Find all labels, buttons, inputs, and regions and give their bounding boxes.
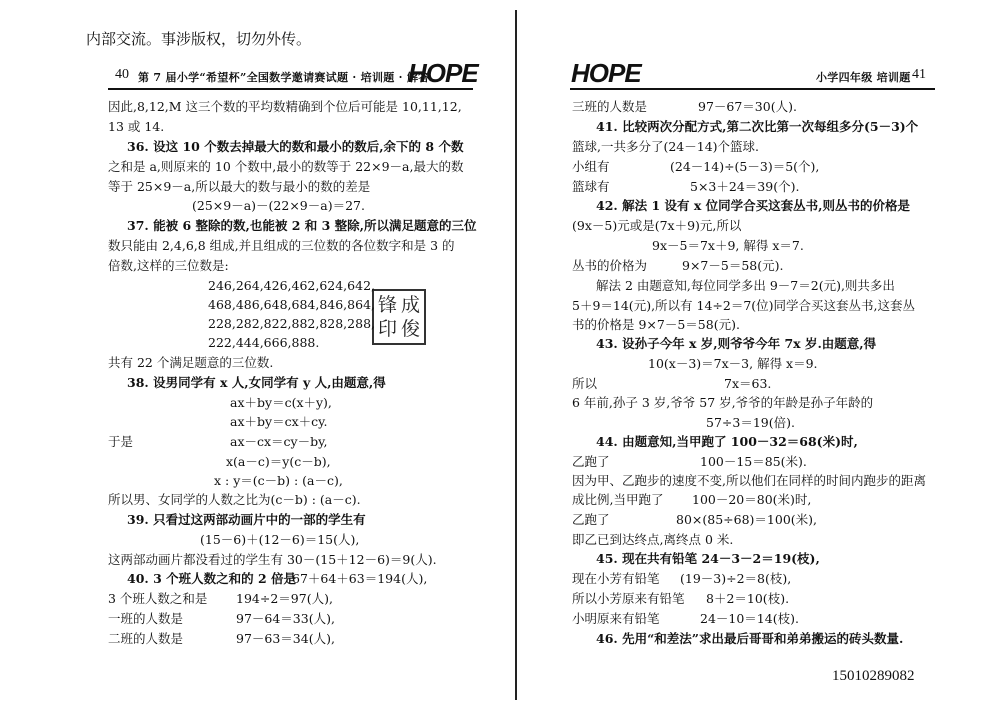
left-hope-logo bbox=[408, 58, 478, 89]
seal-char: 俊 bbox=[400, 318, 420, 340]
text-line: 于是 bbox=[108, 434, 134, 449]
text-line: 小明原来有铅笔 bbox=[572, 611, 660, 626]
problem-42: 42. 解法 1 设有 x 位同学合买这套丛书,则丛书的价格是 bbox=[596, 198, 911, 213]
problem-43: 43. 设孙子今年 x 岁,则爷爷今年 7x 岁.由题意,得 bbox=[596, 336, 877, 351]
phone-number: 15010289082 bbox=[832, 668, 915, 684]
text-line: 之和是 a,则原来的 10 个数中,最小的数等于 22×9－a,最大的数 bbox=[108, 159, 464, 174]
problem-40: 40. 3 个班人数之和的 2 倍是 bbox=[127, 571, 297, 586]
equation: (24－14)÷(5－3)＝5(个), bbox=[670, 159, 820, 174]
equation: 97－64＝33(人), bbox=[236, 611, 335, 626]
text-line: (9x－5)元或是(7x＋9)元,所以 bbox=[572, 218, 742, 233]
text-line: 倍数,这样的三位数是: bbox=[108, 258, 229, 273]
equation: ax－cx＝cy－by, bbox=[230, 434, 328, 449]
equation: (19－3)÷2＝8(枝), bbox=[680, 571, 792, 586]
number-list: 228,282,822,882,828,288, bbox=[208, 316, 375, 331]
left-logo-text: HOPE bbox=[408, 58, 478, 88]
text-line: 解法 2 由题意知,每位同学多出 9－7＝2(元),则共多出 bbox=[596, 278, 895, 293]
equation: 9x－5＝7x＋9, 解得 x＝7. bbox=[652, 238, 804, 253]
seal-char: 印 bbox=[377, 318, 397, 340]
number-list: 246,264,426,462,624,642, bbox=[208, 278, 375, 293]
problem-39: 39. 只看过这两部动画片中的一部的学生有 bbox=[127, 512, 366, 527]
problem-44: 44. 由题意知,当甲跑了 100－32＝68(米)时, bbox=[596, 434, 858, 449]
text-line: 因此,8,12,M 这三个数的平均数精确到个位后可能是 10,11,12, bbox=[108, 99, 462, 114]
left-header-rule bbox=[108, 88, 473, 90]
equation: 194÷2＝97(人), bbox=[236, 591, 333, 606]
equation: 100－15＝85(米). bbox=[700, 454, 807, 469]
text-line: 二班的人数是 bbox=[108, 631, 184, 646]
text-line: 5＋9＝14(元),所以有 14÷2＝7(位)同学合买这套丛书,这套丛 bbox=[572, 298, 916, 313]
text-line: 13 或 14. bbox=[108, 119, 165, 134]
left-page-number: 40 bbox=[115, 67, 129, 82]
equation: (15－6)＋(12－6)＝15(人), bbox=[200, 532, 360, 547]
right-logo-text: HOPE bbox=[571, 58, 641, 88]
equation: 80×(85÷68)＝100(米), bbox=[676, 512, 818, 527]
equation: 7x＝63. bbox=[724, 376, 772, 391]
equation: (25×9－a)－(22×9－a)＝27. bbox=[192, 198, 365, 213]
text-line: 所以小芳原来有铅笔 bbox=[572, 591, 685, 606]
equation: 8＋2＝10(枝). bbox=[706, 591, 790, 606]
equation: x(a－c)＝y(c－b), bbox=[226, 454, 331, 469]
equation: ax＋by＝cx＋cy. bbox=[230, 414, 328, 429]
equation: 5×3＋24＝39(个). bbox=[690, 179, 800, 194]
right-hope-logo bbox=[571, 58, 641, 89]
right-header-rule bbox=[570, 88, 935, 90]
equation: 24－10＝14(枝). bbox=[700, 611, 799, 626]
text-line: 数只能由 2,4,6,8 组成,并且组成的三位数的各位数字和是 3 的 bbox=[108, 238, 455, 253]
problem-41: 41. 比较两次分配方式,第二次比第一次每组多分(5－3)个 bbox=[596, 119, 919, 134]
number-list: 468,486,648,684,846,864, bbox=[208, 297, 375, 312]
text-line: 三班的人数是 bbox=[572, 99, 648, 114]
seal-char: 成 bbox=[400, 294, 420, 316]
copyright-notice: 内部交流。事涉版权，切勿外传。 bbox=[86, 30, 312, 48]
seal-stamp bbox=[372, 289, 426, 345]
text-line: 成比例,当甲跑了 bbox=[572, 492, 664, 507]
problem-36: 36. 设这 10 个数去掉最大的数和最小的数后,余下的 8 个数 bbox=[127, 139, 464, 154]
problem-45: 45. 现在共有铅笔 24－3－2＝19(枝), bbox=[596, 551, 820, 566]
right-page-number: 41 bbox=[912, 67, 926, 82]
problem-37: 37. 能被 6 整除的数,也能被 2 和 3 整除,所以满足题意的三位 bbox=[127, 218, 477, 233]
equation: 57÷3＝19(倍). bbox=[706, 415, 795, 430]
text-line: 篮球有 bbox=[572, 179, 610, 194]
text-line: 乙跑了 bbox=[572, 454, 610, 469]
text-line: 所以男、女同学的人数之比为(c－b) : (a－c). bbox=[108, 492, 361, 507]
page-spine bbox=[515, 10, 517, 700]
text-line: 3 个班人数之和是 bbox=[108, 591, 208, 606]
equation: ax＋by＝c(x＋y), bbox=[230, 395, 332, 410]
text-line: 小组有 bbox=[572, 159, 610, 174]
equation: 97－67＝30(人). bbox=[698, 99, 797, 114]
equation: 97－63＝34(人), bbox=[236, 631, 335, 646]
equation: 10(x－3)＝7x－3, 解得 x＝9. bbox=[648, 356, 818, 371]
equation: 67＋64＋63＝194(人), bbox=[292, 571, 428, 586]
text-line: 因为甲、乙跑步的速度不变,所以他们在同样的时间内跑步的距离 bbox=[572, 473, 926, 488]
number-list: 222,444,666,888. bbox=[208, 335, 320, 350]
problem-46: 46. 先用“和差法”求出最后哥哥和弟弟搬运的砖头数量. bbox=[596, 631, 904, 646]
equation: 9×7－5＝58(元). bbox=[682, 258, 784, 273]
right-header-title: 小学四年级 培训题 bbox=[816, 71, 911, 84]
problem-38: 38. 设男同学有 x 人,女同学有 y 人,由题意,得 bbox=[127, 375, 386, 390]
text-line: 丛书的价格为 bbox=[572, 258, 648, 273]
text-line: 书的价格是 9×7－5＝58(元). bbox=[572, 317, 740, 332]
text-line: 乙跑了 bbox=[572, 512, 610, 527]
seal-char: 锋 bbox=[377, 294, 397, 316]
text-line: 篮球,一共多分了(24－14)个篮球. bbox=[572, 139, 760, 154]
text-line: 即乙已到达终点,离终点 0 米. bbox=[572, 532, 734, 547]
text-line: 6 年前,孙子 3 岁,爷爷 57 岁,爷爷的年龄是孙子年龄的 bbox=[572, 395, 874, 410]
text-line: 等于 25×9－a,所以最大的数与最小的数的差是 bbox=[108, 179, 371, 194]
equation: x : y＝(c－b) : (a－c), bbox=[214, 473, 343, 488]
equation: 100－20＝80(米)时, bbox=[692, 492, 812, 507]
left-header-title: 第 7 届小学“希望杯”全国数学邀请赛试题 · 培训题 · 解答 bbox=[138, 71, 430, 84]
text-line: 共有 22 个满足题意的三位数. bbox=[108, 355, 274, 370]
text-line: 所以 bbox=[572, 376, 598, 391]
text-line: 这两部动画片都没看过的学生有 30－(15＋12－6)＝9(人). bbox=[108, 552, 437, 567]
text-line: 一班的人数是 bbox=[108, 611, 184, 626]
text-line: 现在小芳有铅笔 bbox=[572, 571, 660, 586]
